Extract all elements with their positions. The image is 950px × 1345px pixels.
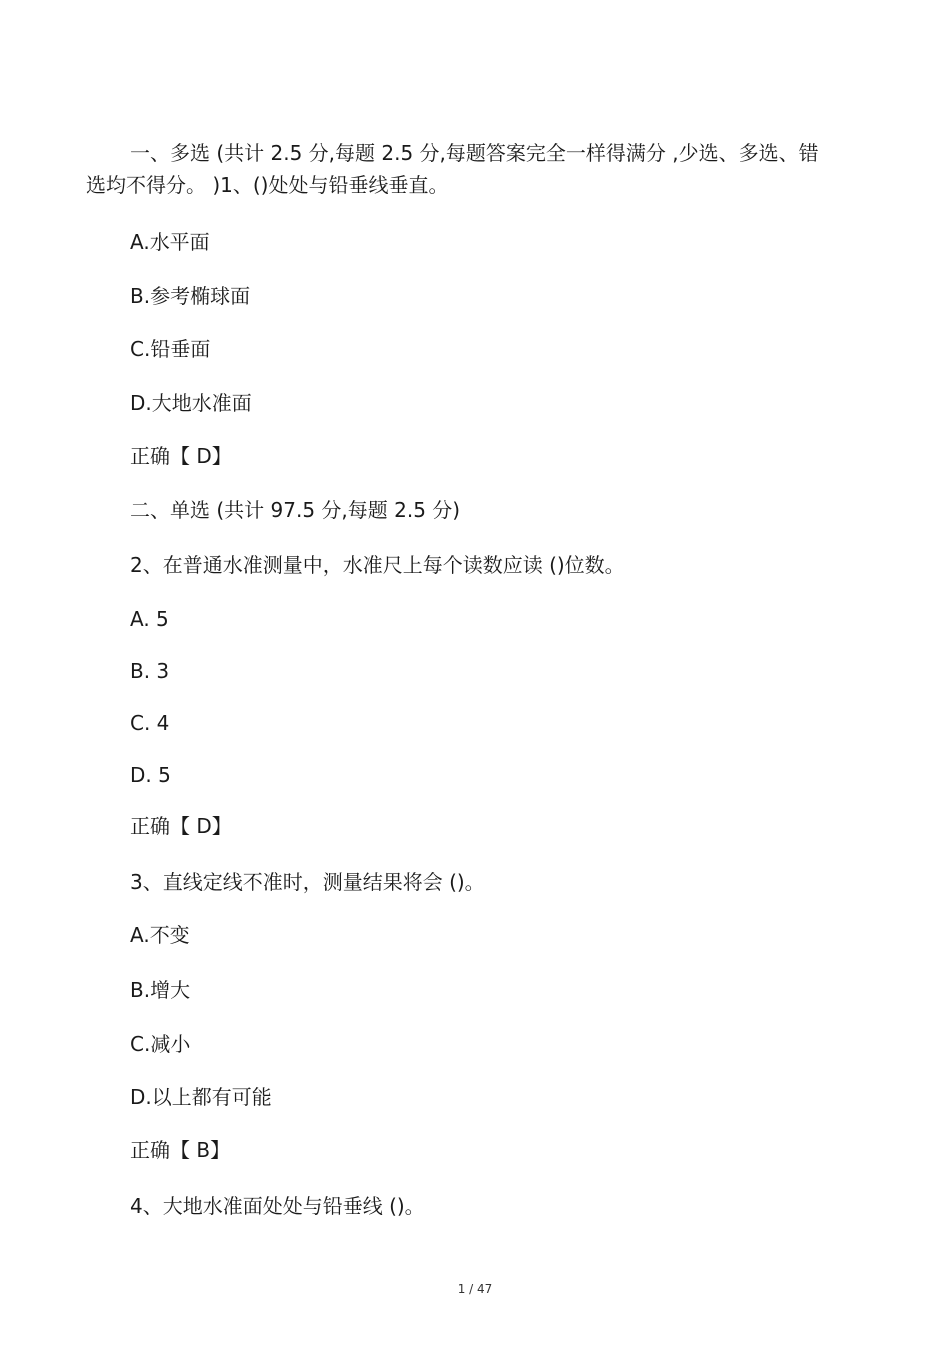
question-4-text: 4、大地水准面处处与铅垂线 ()。	[130, 1194, 425, 1218]
q1-option-c: C.铅垂面	[130, 337, 211, 361]
q2-option-b: B. 3	[130, 659, 170, 683]
q1-option-a: A.水平面	[130, 230, 210, 254]
q2-option-c: C. 4	[130, 711, 170, 735]
q2-option-a: A. 5	[130, 607, 169, 631]
q3-option-b: B.增大	[130, 978, 191, 1002]
q2-answer: 正确【 D】	[130, 814, 232, 838]
section-1-heading: 一、多选 (共计 2.5 分,每题 2.5 分,每题答案完全一样得满分 ,少选、多选、错	[130, 141, 819, 165]
q3-answer: 正确【 B】	[130, 1138, 231, 1162]
section-1-intro	[86, 137, 856, 201]
page-number: 1 / 47	[457, 1282, 493, 1296]
question-2-text: 2、在普通水准测量中，水准尺上每个读数应读 ()位数。	[130, 553, 625, 577]
q1-option-b: B.参考椭球面	[130, 284, 251, 308]
q3-option-d: D.以上都有可能	[130, 1085, 272, 1109]
q2-option-d: D. 5	[130, 763, 171, 787]
q3-option-a: A.不变	[130, 923, 190, 947]
q1-answer: 正确【 D】	[130, 444, 232, 468]
section-2-heading: 二、单选 (共计 97.5 分,每题 2.5 分)	[130, 498, 461, 522]
q3-option-c: C.减小	[130, 1032, 191, 1056]
question-3-text: 3、直线定线不准时，测量结果将会 ()。	[130, 870, 485, 894]
question-1-text: 选均不得分。 )1、()处处与铅垂线垂直。	[86, 173, 449, 197]
q1-option-d: D.大地水准面	[130, 391, 252, 415]
